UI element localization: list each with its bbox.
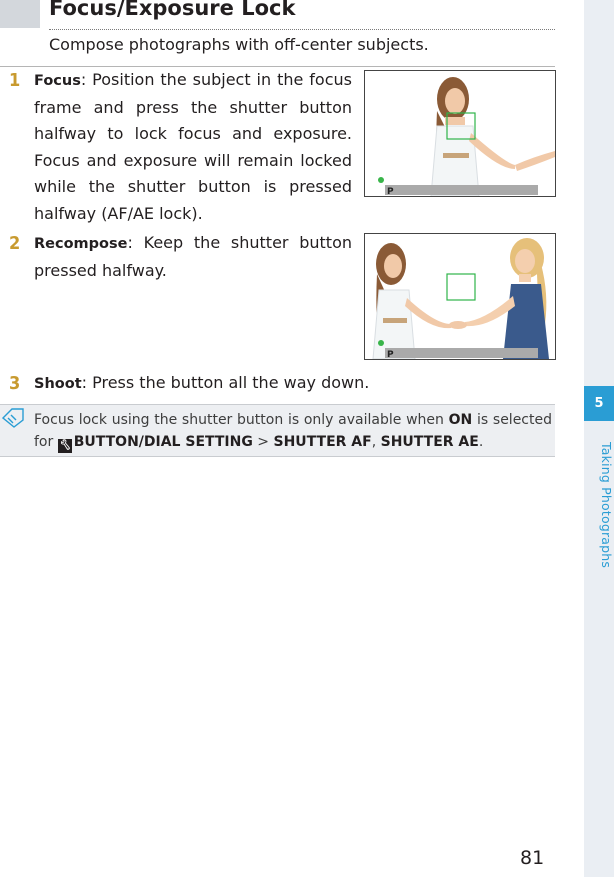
note-text-part: Focus lock using the shutter button is only available when [34,412,449,428]
focus-indicator [378,177,384,183]
header-tab [0,0,40,28]
page-number: 81 [520,847,545,869]
title-divider [49,29,555,30]
note-text-part: is selected for [34,412,552,450]
page-title: Focus/Exposure Lock [49,0,296,20]
wrench-icon: 🔧︎ [58,440,72,451]
step-text [34,67,352,227]
step-term: Recompose [34,236,128,252]
menu-shutter-ae: SHUTTER AE [380,434,479,450]
step-term: Focus [34,73,81,89]
viewfinder-image-focus [364,70,556,197]
step-description: : Keep the shutter button pressed halfway. [34,233,352,280]
menu-separator: > [252,434,274,450]
step-number: 3 [9,373,21,394]
option-on: ON [448,412,473,428]
viewfinder-scene [365,71,555,196]
step-description: : Position the subject in the focus frame and press the shutter button halfway to lock focus and exposure. Focus and exposure will remain locked while the shutter button is pressed halfway (AF/AE lock). [34,70,352,223]
note-text-part: . [478,434,484,450]
step-text [34,370,534,398]
step-number: 1 [9,70,21,91]
menu-button-dial-setting: BUTTON/DIAL SETTING [73,434,253,450]
focus-frame [447,274,475,300]
step-text [34,230,352,284]
viewfinder-scene [365,234,555,359]
viewfinder-image-recompose [364,233,556,360]
chapter-label[interactable]: Taking Photographs [599,441,614,569]
chapter-number[interactable]: 5 [584,386,614,421]
note-text [34,409,552,453]
step-description: : Press the button all the way down. [81,373,370,392]
menu-shutter-af: SHUTTER AF [273,434,372,450]
note-icon [2,408,24,428]
step-term: Shoot [34,376,82,392]
note-box [0,404,555,457]
shooting-mode-label: P [387,187,394,196]
shooting-mode-label: P [387,350,394,359]
page-subtitle: Compose photographs with off-center subjects. [49,35,429,54]
menu-separator: , [371,434,381,450]
focus-indicator [378,340,384,346]
step-number: 2 [9,233,21,254]
